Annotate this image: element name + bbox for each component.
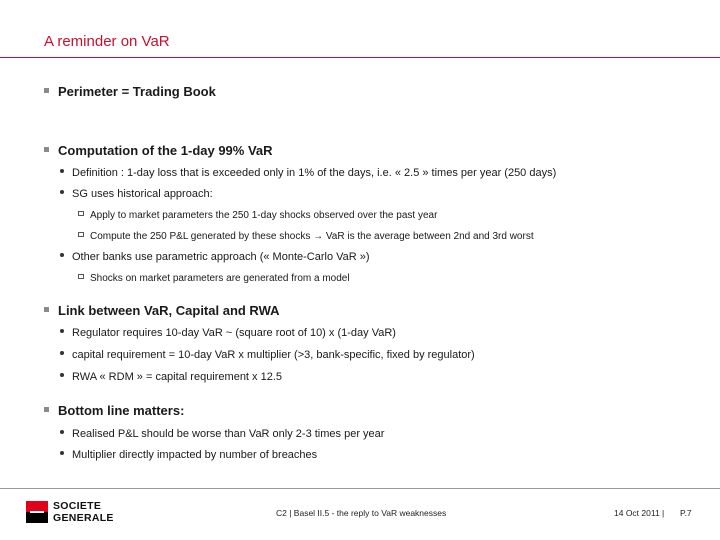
logo-flag-icon <box>26 501 48 523</box>
sub-sub-bullet-shocks <box>78 273 350 284</box>
bullet-link <box>44 303 280 318</box>
sub-bullet-definition <box>60 167 556 179</box>
sub-sub-bullet-compute <box>78 231 534 242</box>
dot-bullet-icon <box>60 373 64 377</box>
logo-line-2: GENERALE <box>53 511 114 524</box>
sub-bullet-text: Regulator requires 10-day VaR ~ (square root of 10) x (1-day VaR) <box>72 327 396 339</box>
dot-bullet-icon <box>60 169 64 173</box>
sub-bullet-text: Definition : 1-day loss that is exceeded only in 1% of the days, i.e. « 2.5 » times per year (250 days) <box>72 167 557 179</box>
sub-bullet-text: SG uses historical approach: <box>72 188 213 200</box>
sub-bullet-capital <box>60 349 475 361</box>
box-bullet-icon <box>78 232 84 237</box>
bullet-computation <box>44 143 273 158</box>
sub-bullet-rwa <box>60 371 282 383</box>
slide-title: A reminder on VaR <box>44 33 170 50</box>
bullet-perimeter <box>44 84 216 99</box>
sub-bullet-historical <box>60 188 213 200</box>
dot-bullet-icon <box>60 253 64 257</box>
bullet-bottom-line-text: Bottom line matters: <box>58 403 185 418</box>
bullet-computation-text: Computation of the 1-day 99% VaR <box>58 143 273 158</box>
footer-divider <box>0 488 720 489</box>
sub-sub-bullet-text: Compute the 250 P&L generated by these shocks → VaR is the average between 2nd and 3rd worst <box>90 231 534 242</box>
dot-bullet-icon <box>60 430 64 434</box>
square-bullet-icon <box>44 88 49 93</box>
sub-bullet-text: capital requirement = 10-day VaR x multiplier (>3, bank-specific, fixed by regulator) <box>72 349 475 361</box>
box-bullet-icon <box>78 274 84 279</box>
square-bullet-icon <box>44 307 49 312</box>
footer-date: 14 Oct 2011 | <box>614 508 665 518</box>
sub-sub-bullet-text: Shocks on market parameters are generated from a model <box>90 273 350 284</box>
sub-sub-bullet-text: Apply to market parameters the 250 1-day shocks observed over the past year <box>90 210 438 221</box>
sub-bullet-text: Other banks use parametric approach (« Monte-Carlo VaR ») <box>72 251 370 263</box>
sub-bullet-text: Realised P&L should be worse than VaR only 2-3 times per year <box>72 428 385 440</box>
bullet-bottom-line <box>44 403 184 418</box>
company-logo <box>26 501 122 525</box>
sub-sub-bullet-apply <box>78 210 437 221</box>
logo-wordmark <box>53 501 114 524</box>
sub-bullet-multiplier <box>60 449 317 461</box>
box-bullet-icon <box>78 211 84 216</box>
title-divider <box>0 57 720 58</box>
sub-bullet-realised <box>60 428 384 440</box>
dot-bullet-icon <box>60 190 64 194</box>
dot-bullet-icon <box>60 451 64 455</box>
square-bullet-icon <box>44 407 49 412</box>
square-bullet-icon <box>44 147 49 152</box>
footer-title: C2 | Basel II.5 - the reply to VaR weaknesses <box>276 508 447 518</box>
dot-bullet-icon <box>60 329 64 333</box>
dot-bullet-icon <box>60 351 64 355</box>
logo-line-1: SOCIETE <box>53 500 102 512</box>
sub-bullet-other-banks <box>60 251 370 263</box>
sub-bullet-text: RWA « RDM » = capital requirement x 12.5 <box>72 371 283 383</box>
bullet-link-text: Link between VaR, Capital and RWA <box>58 303 280 318</box>
sub-bullet-text: Multiplier directly impacted by number of breaches <box>72 449 318 461</box>
sub-bullet-regulator <box>60 327 396 339</box>
page-number: P.7 <box>680 508 692 518</box>
bullet-perimeter-text: Perimeter = Trading Book <box>58 84 216 99</box>
